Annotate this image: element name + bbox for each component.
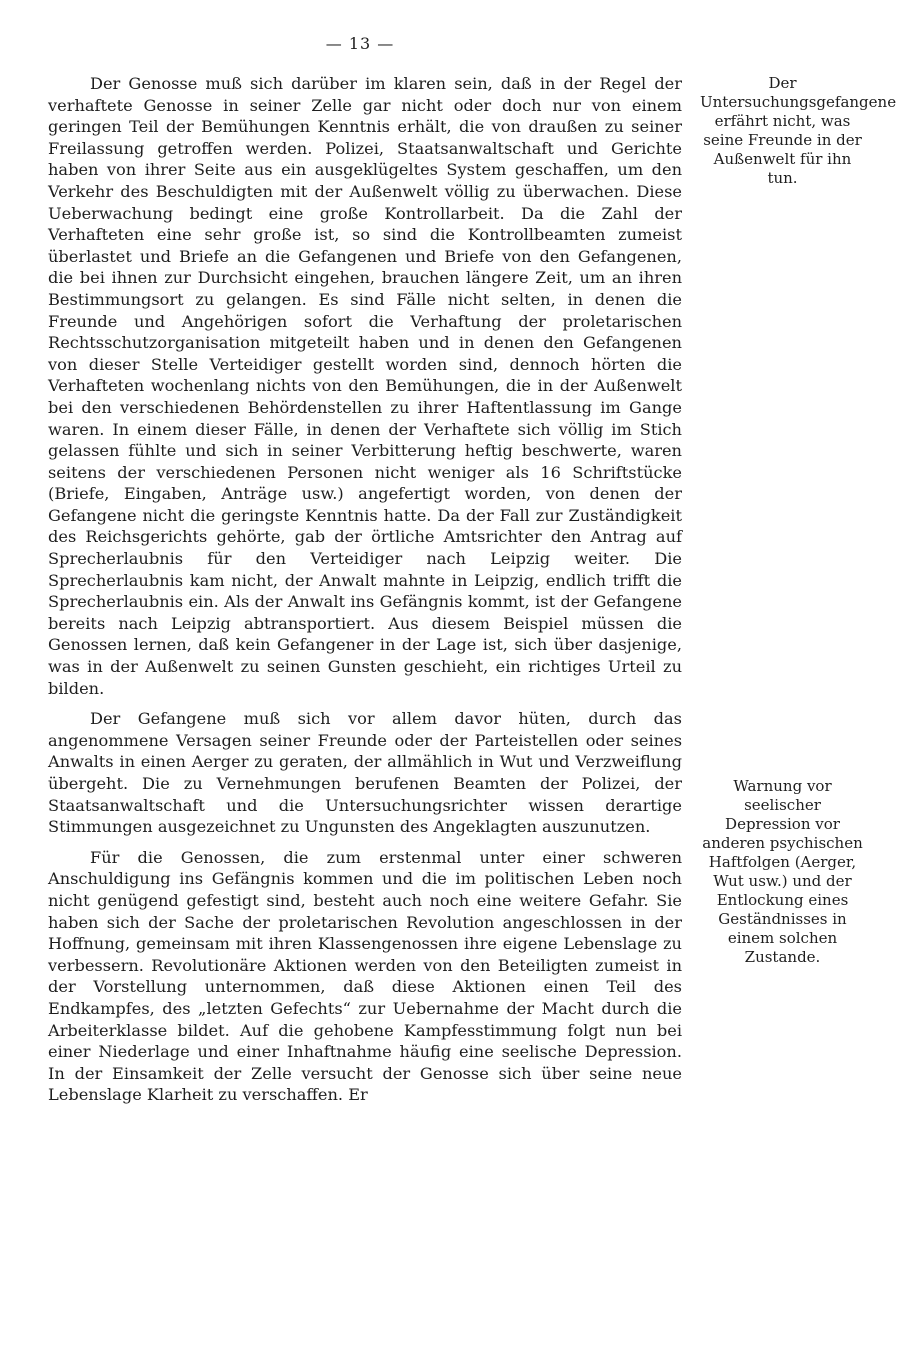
page-number: — 13 —	[325, 34, 395, 53]
paragraph-2: Der Gefangene muß sich vor allem davor hüten, durch das angenommene Versagen seiner Freunde oder der Parteistellen oder seines Anwalts in einen Aerger zu geraten, der allmählich in Wut und Verzweiflung übergeht. Die zu Vernehmungen berufenen Beamten der Polizei, der Staatsanwaltschaft und die Untersuchungsrichter wissen derartige Stimmungen ausgezeichnet zu Ungunsten des Angeklagten auszunutzen.	[48, 709, 682, 837]
main-text-column	[48, 73, 682, 1106]
paragraph-3: Für die Genossen, die zum erstenmal unter einer schweren Anschuldigung ins Gefängnis kommen und die im politischen Leben noch nicht genügend gefestigt sind, besteht auch noch eine weitere Gefahr. Sie haben sich der Sache der proletarischen Revolution angeschlossen in der Hoffnung, gemeinsam mit ihren Klassengenossen ihre eigene Lebenslage zu verbessern. Revolutionäre Aktionen werden von den Beteiligten zumeist in der Vorstellung unternommen, daß diese Aktionen einen Teil des Endkampfes, des „letzten Gefechts“ zur Uebernahme der Macht durch die Arbeiterklasse bildet. Auf die gehobene Kampfesstimmung folgt nun bei einer Niederlage und einer Inhaftnahme häufig eine seelische Depression. In der Einsamkeit der Zelle versucht der Genosse sich über seine neue Lebenslage Klarheit zu verschaffen. Er	[48, 847, 682, 1105]
paragraph-1: Der Genosse muß sich darüber im klaren sein, daß in der Regel der verhaftete Genosse in seiner Zelle gar nicht oder doch nur von einem geringen Teil der Bemühungen Kenntnis erhält, die von draußen zu seiner Freilassung getroffen werden. Polizei, Staatsanwaltschaft und Gerichte haben von ihrer Seite aus ein ausgeklügeltes System geschaffen, um den Verkehr des Beschuldigten mit der Außenwelt völlig zu überwachen. Diese Ueberwachung bedingt eine große Kontrollarbeit. Da die Zahl der Verhafteten eine sehr große ist, so sind die Kontrollbeamten zumeist überlastet und Briefe an die Gefangenen und Briefe von den Gefangenen, die bei ihnen zur Durchsicht eingehen, brauchen längere Zeit, um an ihren Bestimmungsort zu gelangen. Es sind Fälle nicht selten, in denen die Freunde und Angehörigen sofort die Verhaftung der proletarischen Rechtsschutzorganisation mitgeteilt haben und in denen den Gefangenen von dieser Stelle Verteidiger gestellt worden sind, dennoch hörten die Verhafteten wochenlang nichts von den Bemühungen, die in der Außenwelt bei den verschiedenen Behördenstellen zu ihrer Haftentlassung im Gange waren. In einem dieser Fälle, in denen der Verhaftete sich völlig im Stich gelassen fühlte und sich in seiner Verbitterung heftig beschwerte, waren seitens der verschiedenen Personen nicht weniger als 16 Schriftstücke (Briefe, Eingaben, Anträge usw.) angefertigt worden, von denen der Gefangene nicht die geringste Kenntnis hatte. Da der Fall zur Zuständigkeit des Reichsgerichts gehörte, gab der örtliche Amtsrichter den Antrag auf Sprecherlaubnis für den Verteidiger nach Leipzig weiter. Die Sprecherlaubnis kam nicht, der Anwalt mahnte in Leipzig, endlich trifft die Sprecherlaubnis ein. Als der Anwalt ins Gefängnis kommt, ist der Gefangene bereits nach Leipzig abtransportiert. Aus diesem Beispiel müssen die Genossen lernen, daß kein Gefangener in der Lage ist, sich über dasjenige, was in der Außenwelt zu seinen Gunsten geschieht, ein richtiges Urteil zu bilden.	[48, 74, 682, 698]
margin-note-warnung: Warnung vor seelischer Depression vor anderen psychischen Haftfolgen (Aerger, Wut usw.) und der Entlockung eines Geständnisses in einem solchen Zustande.	[702, 777, 863, 966]
margin-note-untersuchungsgefangene: Der Untersuchungsgefangene erfährt nicht, was seine Freunde in der Außenwelt für ihn tun.	[700, 74, 897, 187]
